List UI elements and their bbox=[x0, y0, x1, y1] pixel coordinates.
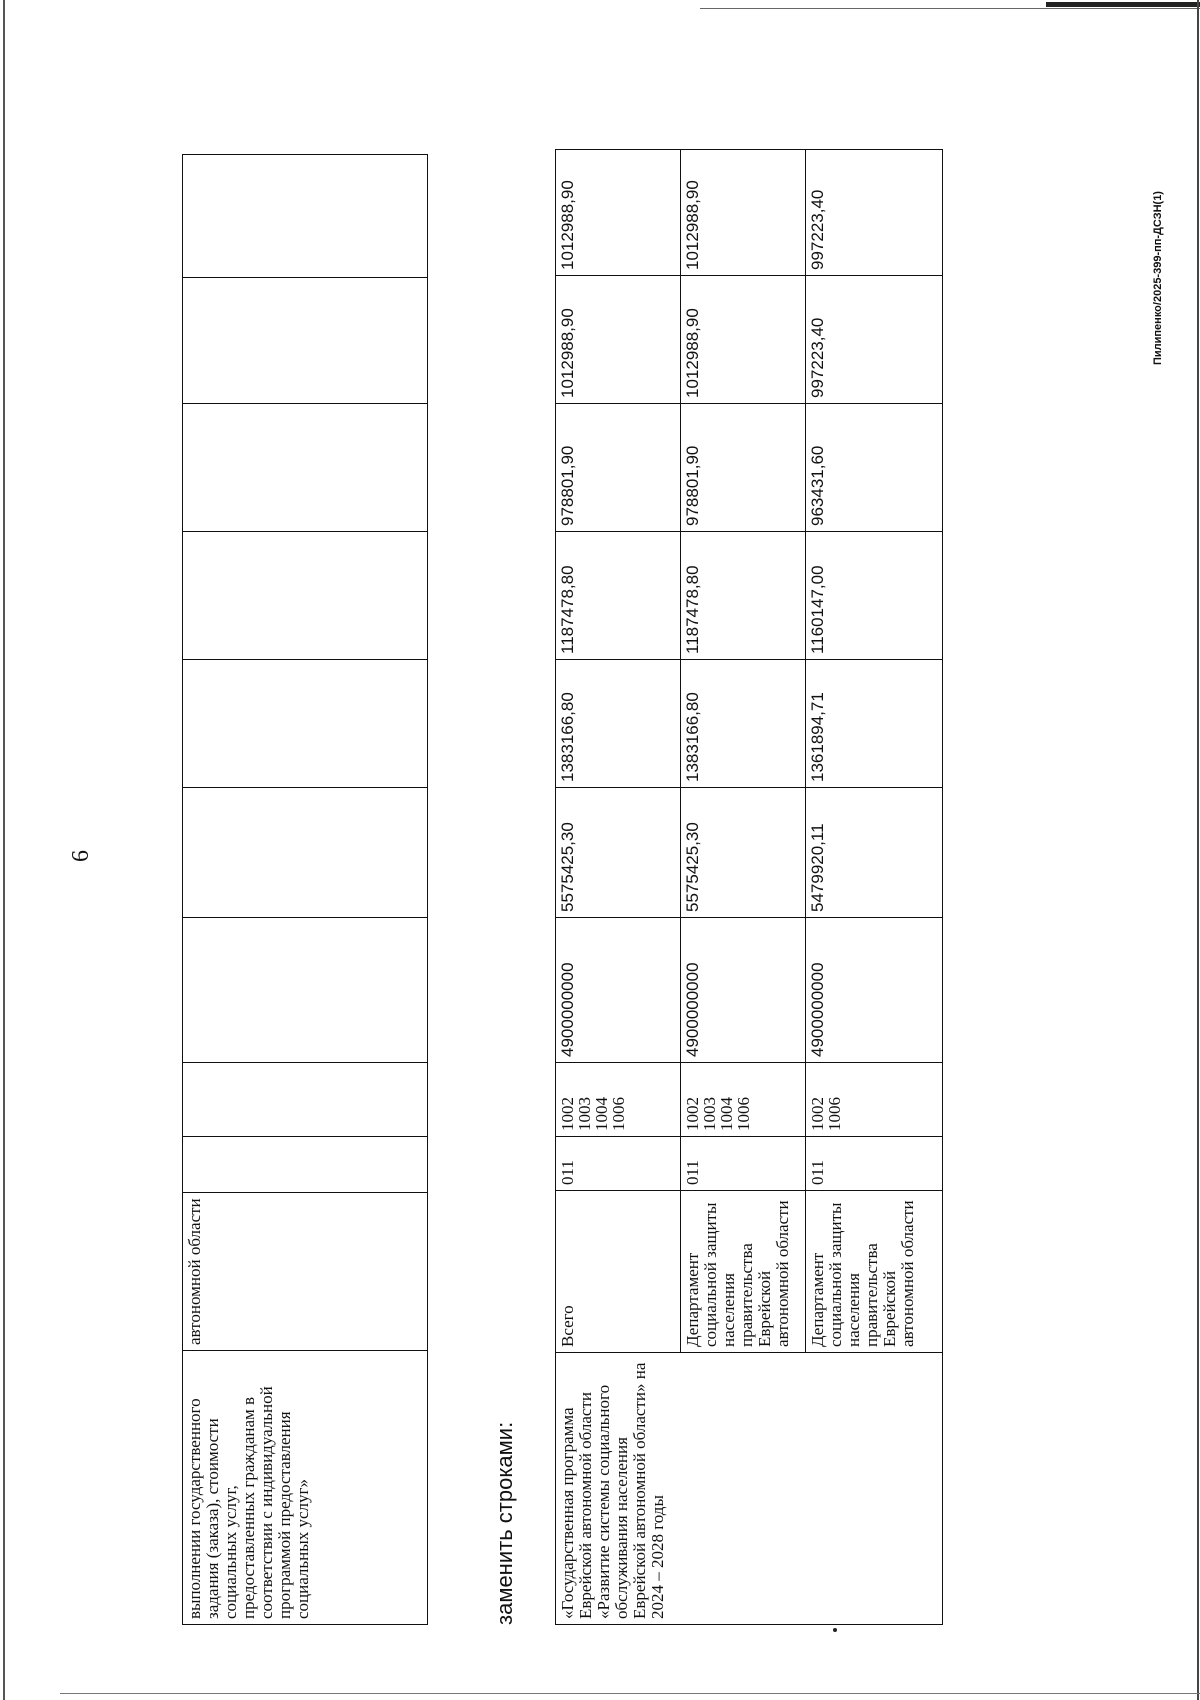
grbs-cell: 011 bbox=[556, 1137, 681, 1191]
replacement-table bbox=[555, 149, 943, 1625]
value-cell: 5575425,30 bbox=[556, 788, 681, 918]
empty-cell bbox=[183, 1063, 428, 1137]
value-cell: 1187478,80 bbox=[556, 532, 681, 660]
page-number: 6 bbox=[68, 850, 94, 862]
value-cell: 5575425,30 bbox=[681, 788, 806, 918]
csr-cell: 4900000000 bbox=[806, 918, 943, 1063]
empty-cell bbox=[183, 155, 428, 278]
value-cell: 1012988,90 bbox=[681, 150, 806, 276]
empty-cell bbox=[183, 278, 428, 404]
empty-cell bbox=[183, 404, 428, 532]
rz-pr-cell: 1002 1003 1004 1006 bbox=[681, 1063, 806, 1137]
empty-cell bbox=[183, 788, 428, 918]
executor-cell: Департамент социальной защиты населения правительства Еврейской автономной области bbox=[806, 1191, 943, 1353]
table-row bbox=[556, 150, 681, 1625]
value-cell: 978801,90 bbox=[681, 404, 806, 532]
program-name-cell: «Государственная программа Еврейской автономной области «Развитие системы социального обслуживания населения Еврейской автономной области» на 2024 – 2028 годы bbox=[556, 1353, 943, 1625]
value-cell: 1012988,90 bbox=[556, 276, 681, 404]
executor-cell: Департамент социальной защиты населения правительства Еврейской автономной области bbox=[681, 1191, 806, 1353]
value-cell: 978801,90 bbox=[556, 404, 681, 532]
grbs-cell: 011 bbox=[681, 1137, 806, 1191]
value-cell: 1012988,90 bbox=[681, 276, 806, 404]
grbs-cell: 011 bbox=[806, 1137, 943, 1191]
empty-cell bbox=[183, 1137, 428, 1193]
empty-cell bbox=[183, 532, 428, 660]
value-cell: 1012988,90 bbox=[556, 150, 681, 276]
csr-cell: 4900000000 bbox=[556, 918, 681, 1063]
rz-pr-cell: 1002 1003 1004 1006 bbox=[556, 1063, 681, 1137]
file-reference: Пилипенко/2025-399-пп-ДСЗН(1) bbox=[1152, 191, 1164, 365]
rz-pr-cell: 1002 1006 bbox=[806, 1063, 943, 1137]
replace-caption: заменить строками: bbox=[492, 1421, 517, 1625]
value-cell: 5479920,11 bbox=[806, 788, 943, 918]
table-row bbox=[183, 155, 428, 1625]
value-cell: 1383166,80 bbox=[681, 660, 806, 788]
value-cell: 1383166,80 bbox=[556, 660, 681, 788]
empty-cell bbox=[183, 918, 428, 1063]
executor-cell: Всего bbox=[556, 1191, 681, 1353]
value-cell: 1361894,71 bbox=[806, 660, 943, 788]
value-cell: 997223,40 bbox=[806, 276, 943, 404]
value-cell: 963431,60 bbox=[806, 404, 943, 532]
previous-table-fragment bbox=[182, 154, 428, 1625]
empty-cell bbox=[183, 660, 428, 788]
description-cell: выполнении государственного задания (заказа), стоимости социальных услуг, предоставленных гражданам в соответствии с индивидуальной программой предоставления социальных услуг» bbox=[183, 1351, 428, 1625]
value-cell: 1187478,80 bbox=[681, 532, 806, 660]
executor-cell: автономной области bbox=[183, 1193, 428, 1351]
value-cell: 1160147,00 bbox=[806, 532, 943, 660]
value-cell: 997223,40 bbox=[806, 150, 943, 276]
csr-cell: 4900000000 bbox=[681, 918, 806, 1063]
